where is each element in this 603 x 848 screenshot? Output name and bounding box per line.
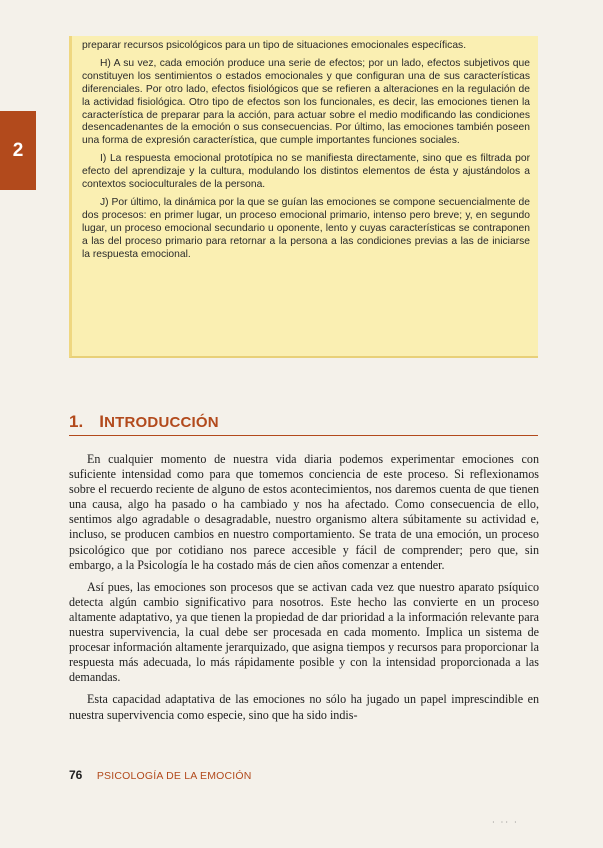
body-text (69, 452, 539, 730)
section-heading (69, 412, 538, 436)
box-paragraph: I) La respuesta emocional prototípica no se manifiesta directamente, sino que es filtrada por efecto del aprendizaje y la cultura, modulando los distintos elementos de ésta y ajustándolos a contextos socioculturales de la persona. (82, 153, 530, 191)
summary-box (69, 36, 538, 358)
page-footer (69, 766, 252, 784)
running-title: PSICOLOGÍA DE LA EMOCIÓN (96, 770, 252, 782)
chapter-tab (0, 111, 36, 190)
page-number: 76 (69, 768, 83, 782)
box-paragraph: preparar recursos psicológicos para un tipo de situaciones emocionales específicas. (82, 40, 467, 51)
section-title (99, 414, 219, 431)
box-paragraph: H) A su vez, cada emoción produce una serie de efectos; por un lado, efectos subjetivos que constituyen los sentimientos o estados emocionales y que configuran una de sus características diferenciales. Por otro lado, efectos fisiológicos que se refieren a alteraciones en la regulación de la actividad fisiológica. Otro tipo de efectos son los funcionales, es decir, las emociones tienen la característica de preparar para la acción, para actuar sobre el medio modificando las condiciones desencadenantes de la emoción o sus consecuencias. Por último, las emociones también poseen una forma de expresión característica, que cumple importantes funciones sociales. (82, 57, 530, 147)
section-number: 1. (69, 412, 84, 431)
box-paragraph: J) Por último, la dinámica por la que se guían las emociones se compone secuencialmente de dos procesos: en primer lugar, un proceso emocional primario, intenso pero breve; y, en segundo lugar, un proceso emocional secundario u oponente, lento y cuyas características se contraponen a las del proceso primario para retornar a la persona a las condiciones previas a las de iniciarse la respuesta emocional. (82, 196, 530, 260)
body-paragraph: Esta capacidad adaptativa de las emociones no sólo ha jugado un papel imprescindible en nuestra supervivencia como especie, sino que ha sido indis- (69, 692, 539, 722)
section-title-rest: NTRODUCCIÓN (104, 414, 219, 431)
body-paragraph: En cualquier momento de nuestra vida diaria podemos experimentar emociones con suficiente intensidad como para que tomemos conciencia de este proceso. Si reflexionamos sobre el recuerdo reciente de alguno de estos acontecimientos, nos daremos cuenta de que tienen una causa, algo ha pasado o ha cambiado y nos ha afectado. Como consecuencia de ello, sentimos algo agradable o desagradable, nuestro organismo altera súbitamente su actividad e, incluso, se producen cambios en nuestro comportamiento. Se trata de una emoción, un proceso psicológico que por cotidiano nos parece accesible y fácil de comprender; pero que, sin embargo, a la Psicología le ha costado más de cien años comenzar a entender. (69, 452, 539, 572)
chapter-number: 2 (12, 139, 24, 161)
section-title-initial: I (99, 412, 105, 431)
body-paragraph: Así pues, las emociones son procesos que se activan cada vez que nuestro aparato psíquico detecta algún cambio significativo para nosotros. Este hecho las convierte en un proceso altamente adaptativo, ya que tienen la propiedad de dar prioridad a la información relevante para nuestra supervivencia, la cual debe ser procesada en cada momento. Implica un sistema de procesar información altamente jerarquizado, que asigna tiempos y recursos para proporcionar la respuesta más adecuada, lo más rápidamente posible y con la intensidad proporcionada a las demandas. (69, 579, 539, 685)
scan-specks: · ·· · (492, 818, 519, 827)
